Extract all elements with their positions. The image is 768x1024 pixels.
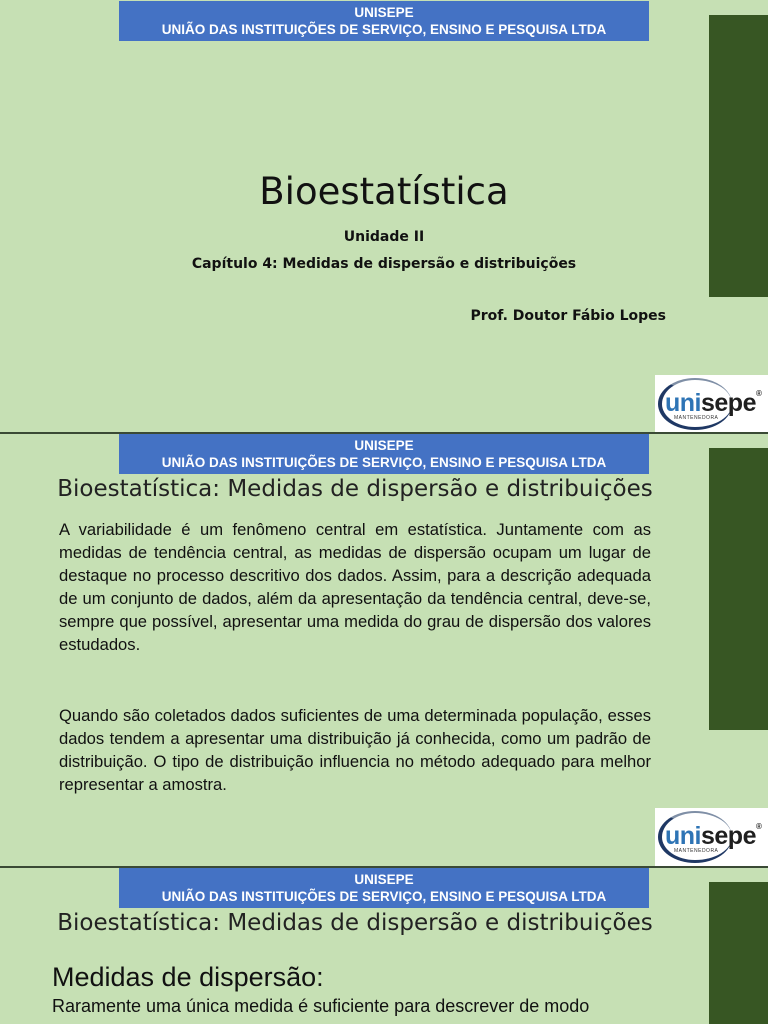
header-line-2: UNIÃO DAS INSTITUIÇÕES DE SERVIÇO, ENSINO E PESQUISA LTDA: [161, 889, 607, 904]
side-accent-bar: [709, 448, 768, 730]
institution-header: [119, 434, 649, 474]
institution-header: [119, 868, 649, 908]
body-text: Raramente uma única medida é suficiente para descrever de modo: [52, 996, 590, 1016]
slide-title: Bioestatística: Medidas de dispersão e distribuições: [57, 910, 653, 936]
paragraph-2: Quando são coletados dados suficientes de uma determinada população, esses dados tendem a apresentar uma distribuição já conhecida, como um padrão de distribuição. O tipo de distribuição influencia no método adequado para melhor representar a amostra.: [59, 706, 651, 794]
professor-name: Prof. Doutor Fábio Lopes: [470, 308, 666, 324]
institution-header: [119, 1, 649, 41]
slide-3: [0, 868, 768, 1024]
header-line-1: UNISEPE: [354, 872, 414, 887]
paragraph-1: A variabilidade é um fenômeno central em estatística. Juntamente com as medidas de tendência central, as medidas de dispersão ocupam um lugar de destaque no processo descritivo dos dados. Assim, para a descrição adequada de um conjunto de dados, além da apresentação da tendência central, deve-se, sempre que possível, apresentar uma medida do grau de dispersão dos valores estudados.: [59, 520, 651, 654]
side-accent-bar: [709, 882, 768, 1024]
slide-1: [0, 0, 768, 432]
header-line-1: UNISEPE: [354, 438, 414, 453]
header-line-2: UNIÃO DAS INSTITUIÇÕES DE SERVIÇO, ENSINO E PESQUISA LTDA: [161, 455, 607, 470]
section-heading: Medidas de dispersão:: [52, 962, 324, 992]
unisepe-logo: unisepe® MANTENEDORA: [655, 375, 768, 432]
presentation-title: Bioestatística: [259, 170, 509, 213]
chapter-label: Capítulo 4: Medidas de dispersão e distribuições: [191, 256, 577, 272]
slide-title: Bioestatística: Medidas de dispersão e distribuições: [57, 476, 653, 502]
unisepe-logo: unisepe® MANTENEDORA: [655, 808, 768, 866]
slide-2: [0, 434, 768, 866]
header-line-1: UNISEPE: [354, 5, 414, 20]
header-line-2: UNIÃO DAS INSTITUIÇÕES DE SERVIÇO, ENSINO E PESQUISA LTDA: [161, 22, 607, 37]
side-accent-bar: [709, 15, 768, 297]
unit-label: Unidade II: [343, 229, 425, 245]
